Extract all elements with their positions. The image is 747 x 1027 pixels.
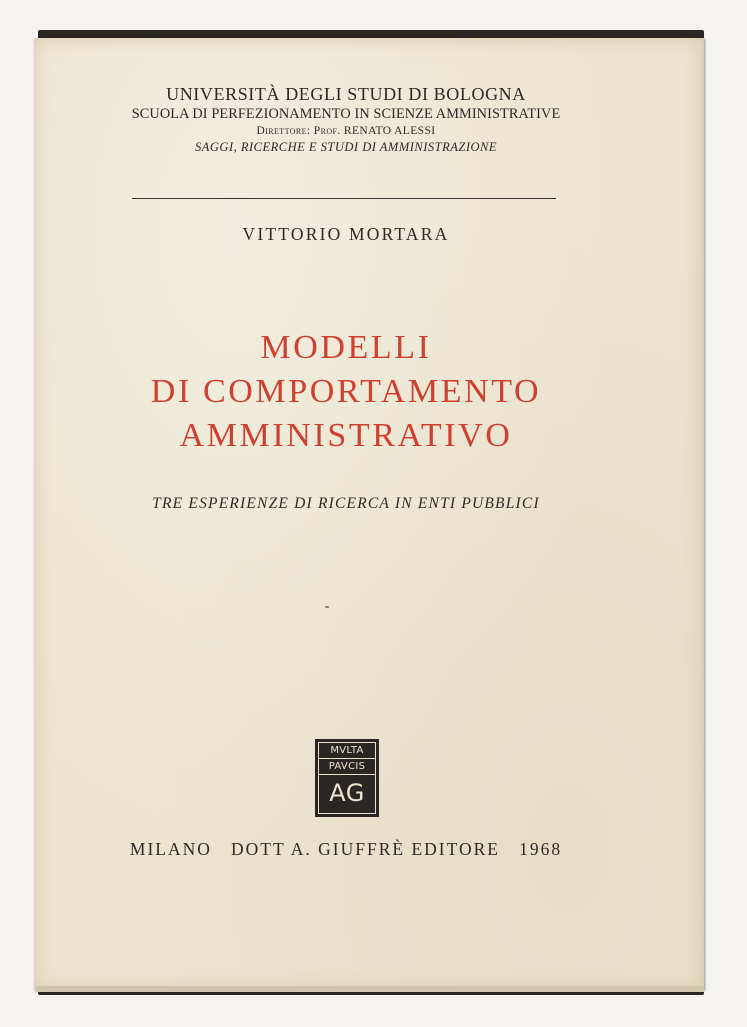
title-line-2: DI COMPORTAMENTO [150, 373, 542, 410]
publisher-logo-frame [318, 742, 376, 814]
university-name: UNIVERSITÀ DEGLI STUDI DI BOLOGNA [166, 84, 526, 104]
book-subtitle: TRE ESPERIENZE DI RICERCA IN ENTI PUBBLICI [152, 495, 540, 512]
header-divider [132, 198, 556, 199]
publisher-imprint: MILANO DOTT A. GIUFFRÈ EDITORE 1968 [129, 839, 563, 859]
cover-bottom-edge [36, 986, 704, 992]
series-header [100, 84, 592, 155]
logo-motto-line-1: MVLTA [319, 743, 375, 759]
title-line-1: MODELLI [260, 329, 432, 366]
logo-monogram: AG [329, 779, 365, 807]
school-name: SCUOLA DI PERFEZIONAMENTO IN SCIENZE AMMINISTRATIVE [131, 106, 561, 122]
logo-motto-line-2: PAVCIS [319, 759, 375, 775]
author-name: VITTORIO MORTARA [242, 224, 450, 244]
book-title [86, 326, 606, 458]
title-line-3: AMMINISTRATIVO [179, 417, 513, 454]
series-title: SAGGI, RICERCHE E STUDI DI AMMINISTRAZIONE [195, 140, 497, 154]
series-director: Direttore: Prof. RENATO ALESSI [256, 125, 436, 137]
publisher-logo [315, 739, 379, 817]
paper-speck [325, 606, 329, 608]
